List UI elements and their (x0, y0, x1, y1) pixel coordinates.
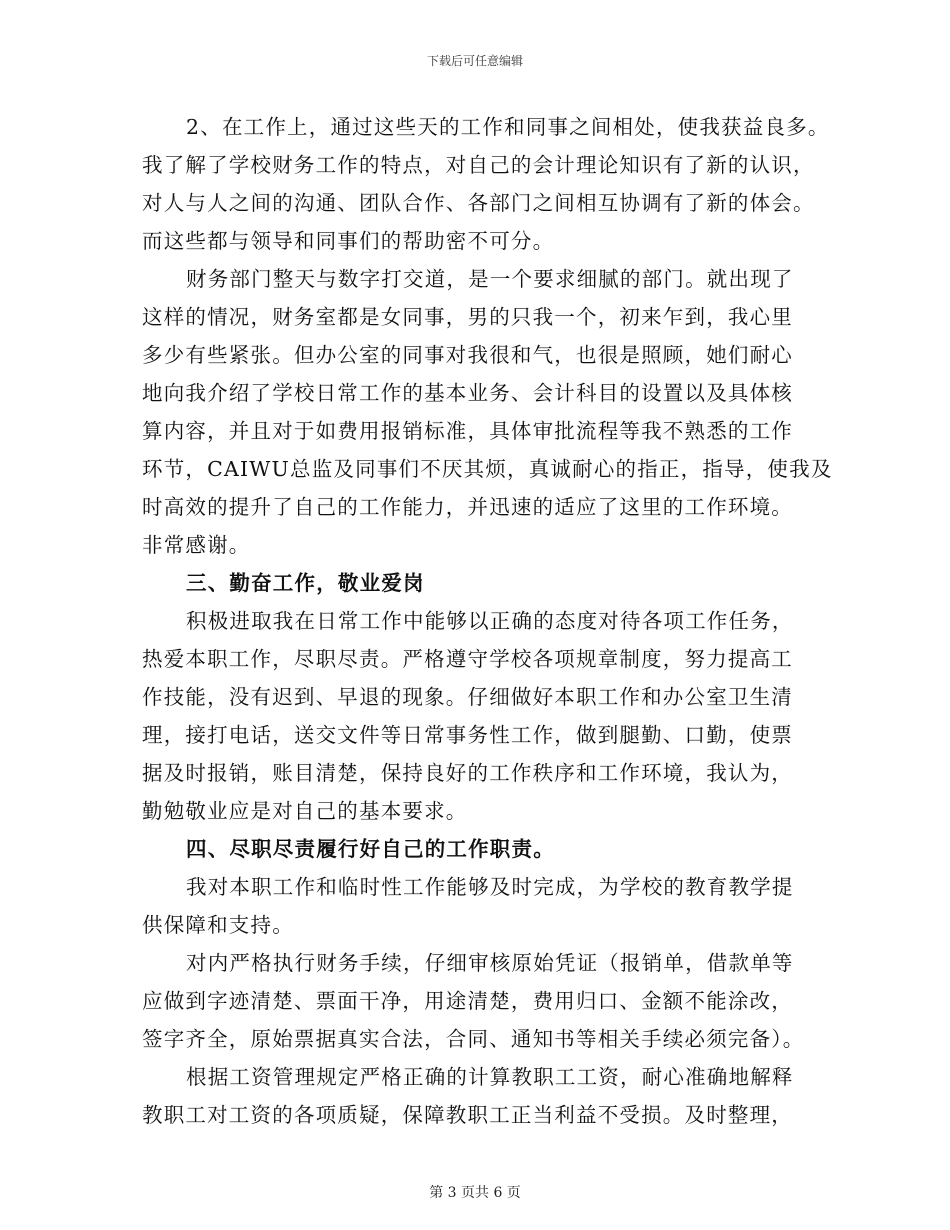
page-footer: 第 3 页共 6 页 (429, 1185, 521, 1201)
text-line: 勤勉敬业应是对自己的基本要求。 (142, 799, 468, 823)
text-line: 理，接打电话，送交文件等日常事务性工作，做到腿勤、口勤，使票 (142, 723, 793, 747)
section-heading: 三、勤奋工作，敬业爱岗 (186, 571, 425, 595)
text-line: 而这些都与领导和同事们的帮助密不可分。 (142, 229, 555, 253)
page-header: 下载后可任意编辑 (426, 54, 523, 68)
text-line: 非常感谢。 (142, 533, 251, 557)
text-line: 据及时报销，账目清楚，保持良好的工作秩序和工作环境，我认为， (142, 761, 793, 785)
text-line: 作技能，没有迟到、早退的现象。仔细做好本职工作和办公室卫生清 (142, 685, 793, 709)
text-line: 对人与人之间的沟通、团队合作、各部门之间相互协调有了新的体会。 (142, 191, 815, 215)
text-line: 时高效的提升了自己的工作能力，并迅速的适应了这里的工作环境。 (142, 495, 793, 519)
text-line: 应做到字迹清楚、票面干净，用途清楚，费用归口、金额不能涂改， (142, 989, 793, 1013)
text-line: 积极进取我在日常工作中能够以正确的态度对待各项工作任务， (186, 609, 794, 633)
text-line: 多少有些紧张。但办公室的同事对我很和气，也很是照顾，她们耐心 (142, 343, 793, 367)
text-line: 对内严格执行财务手续，仔细审核原始凭证（报销单，借款单等 (186, 951, 794, 975)
text-line: 签字齐全，原始票据真实合法，合同、通知书等相关手续必须完备）。 (142, 1027, 805, 1051)
text-line: 地向我介绍了学校日常工作的基本业务、会计科目的设置以及具体核 (142, 381, 793, 405)
document-body (142, 108, 832, 1134)
text-line: 我对本职工作和临时性工作能够及时完成，为学校的教育教学提 (186, 875, 794, 899)
text-line: 环节，CAIWU总监及同事们不厌其烦，真诚耐心的指正，指导，使我及 (142, 457, 833, 481)
text-line: 算内容，并且对于如费用报销标准，具体审批流程等我不熟悉的工作 (142, 419, 793, 443)
section-heading: 四、尽职尽责履行好自己的工作职责。 (186, 837, 555, 861)
text-line: 供保障和支持。 (142, 913, 294, 937)
text-line: 财务部门整天与数字打交道，是一个要求细腻的部门。就出现了 (186, 267, 794, 291)
text-line: 这样的情况，财务室都是女同事，男的只我一个，初来乍到，我心里 (142, 305, 793, 329)
text-line: 热爱本职工作，尽职尽责。严格遵守学校各项规章制度，努力提高工 (142, 647, 793, 671)
text-line: 我了解了学校财务工作的特点，对自己的会计理论知识有了新的认识， (142, 153, 815, 177)
text-line: 根据工资管理规定严格正确的计算教职工工资，耐心准确地解释 (186, 1065, 794, 1089)
text-line: 教职工对工资的各项质疑，保障教职工正当利益不受损。及时整理， (142, 1103, 793, 1127)
text-line: 2、在工作上，通过这些天的工作和同事之间相处，使我获益良多。 (186, 115, 830, 139)
